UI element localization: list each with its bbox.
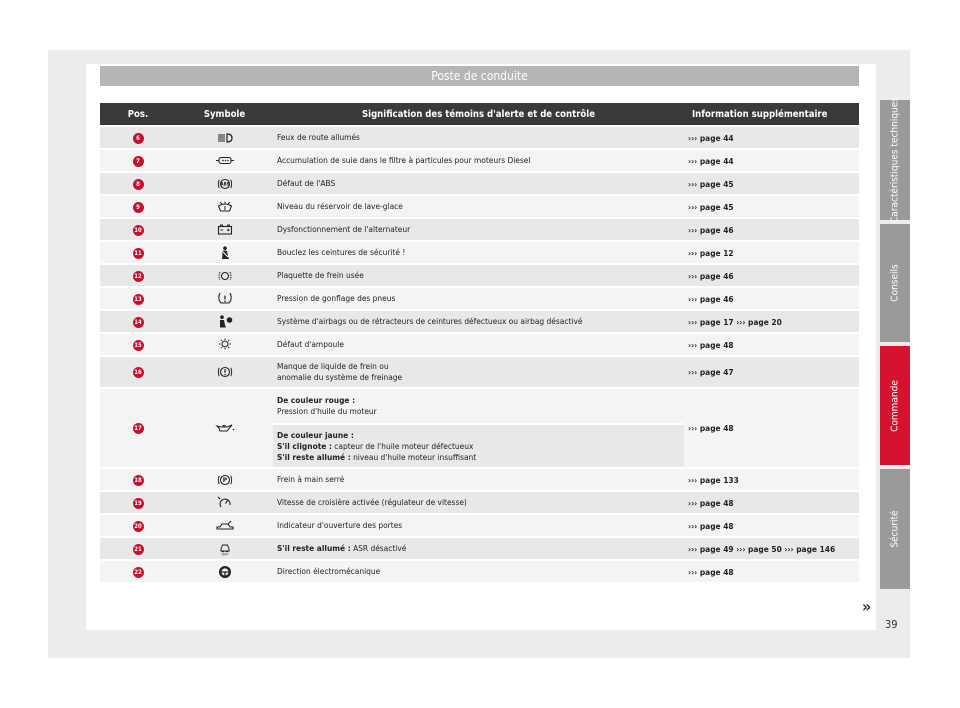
tab-caracteristiques-techniques[interactable] — [880, 97, 910, 223]
page-reference-link[interactable]: ››› page 47 — [684, 357, 859, 387]
position-badge: 6 — [133, 133, 144, 144]
lit-label: S'il reste allumé : — [277, 451, 351, 462]
page-reference-link[interactable]: ››› page 48 — [684, 492, 859, 513]
page-reference-link[interactable]: ››› page 44 — [684, 127, 859, 148]
position-badge: 20 — [134, 522, 142, 530]
position-badge: 10 — [134, 226, 142, 234]
signification-line: anomalie du système de freinage — [277, 372, 403, 382]
position-badge: 16 — [134, 369, 142, 376]
red-color-label: De couleur rouge : — [277, 395, 356, 405]
signification-text: Indicateur d'ouverture des portes — [273, 515, 684, 536]
table-row — [100, 311, 859, 332]
position-badge: 7 — [133, 156, 144, 167]
yellow-color-label: De couleur jaune : — [277, 429, 354, 440]
position-badge: 12 — [134, 272, 142, 280]
position-badge: 9 — [133, 202, 144, 213]
position-badge: 18 — [134, 476, 142, 484]
page-reference-link[interactable]: ››› page 46 — [684, 265, 859, 286]
table-row — [100, 561, 859, 582]
continue-marker: » — [862, 597, 872, 616]
page-reference-link[interactable]: ››› page 49 ››› page 50 ››› page 146 — [684, 538, 859, 559]
signification-text: Plaquette de frein usée — [273, 265, 684, 286]
airbag-icon — [176, 311, 273, 332]
page-reference-link[interactable]: ››› page 46 — [684, 288, 859, 309]
indicator-table — [100, 101, 859, 584]
position-badge: 15 — [134, 341, 142, 349]
seatbelt-icon — [176, 242, 273, 263]
page-reference-link[interactable]: ››› page 133 — [684, 469, 859, 490]
signification-line: ASR désactivé — [353, 543, 407, 553]
tab-conseils[interactable] — [880, 224, 910, 342]
signification-line: capteur de l'huile moteur défectueux — [334, 440, 474, 451]
col-header-info: Information supplémentaire — [684, 103, 859, 125]
signification-line: niveau d'huile moteur insuffisant — [353, 451, 477, 462]
signification-text: Feux de route allumés — [273, 127, 684, 148]
signification-text: Défaut d'ampoule — [273, 334, 684, 355]
table-row — [100, 334, 859, 355]
position-badge: 19 — [134, 499, 142, 507]
tire-pressure-icon — [176, 288, 273, 309]
position-badge: 14 — [134, 318, 142, 326]
oil-can-icon — [176, 389, 273, 467]
col-header-signification: Signification des témoins d'alerte et de contrôle — [273, 103, 684, 125]
signification-text — [273, 389, 684, 423]
position-badge: 17 — [134, 425, 142, 432]
abs-icon — [176, 173, 273, 194]
page-reference-link[interactable]: ››› page 48 — [684, 561, 859, 582]
position-badge: 21 — [134, 545, 142, 553]
asr-off-icon-text: OFF — [221, 552, 228, 556]
tab-commande[interactable] — [880, 346, 910, 465]
tab-label: Caractéristiques techniques — [889, 97, 901, 223]
page-reference-link[interactable]: ››› page 46 — [684, 219, 859, 240]
tab-label: Conseils — [889, 264, 901, 302]
position-badge: 11 — [134, 249, 142, 257]
cruise-control-icon — [176, 492, 273, 513]
parking-brake-icon — [176, 469, 273, 490]
table-row — [100, 357, 859, 387]
steering-icon — [176, 561, 273, 582]
tab-label: Sécurité — [889, 510, 901, 548]
table-row — [100, 150, 859, 171]
table-row — [100, 288, 859, 309]
tab-label: Commande — [889, 379, 901, 432]
position-badge: 13 — [134, 295, 142, 303]
svg-text:ABS: ABS — [219, 181, 230, 187]
signification-text: Bouclez les ceintures de sécurité ! — [273, 242, 684, 263]
signification-text: Frein à main serré — [273, 469, 684, 490]
page-reference-link[interactable]: ››› page 48 — [684, 515, 859, 536]
page-reference-link[interactable]: ››› page 17 ››› page 20 — [684, 311, 859, 332]
particle-filter-icon — [176, 150, 273, 171]
table-row — [100, 196, 859, 217]
table-row — [100, 538, 859, 559]
table-row — [100, 389, 859, 423]
signification-text: Pression de gonflage des pneus — [273, 288, 684, 309]
table-row — [100, 219, 859, 240]
signification-text — [273, 538, 684, 559]
brake-pad-icon — [176, 265, 273, 286]
signification-text: Défaut de l'ABS — [273, 173, 684, 194]
table-row — [100, 515, 859, 536]
tab-securite[interactable] — [880, 469, 910, 589]
signification-text: Système d'airbags ou de rétracteurs de ceintures défectueux ou airbag désactivé — [273, 311, 684, 332]
lit-label: S'il reste allumé : — [277, 543, 351, 553]
page-reference-link[interactable]: ››› page 44 — [684, 150, 859, 171]
page-reference-link[interactable]: ››› page 48 — [684, 389, 859, 467]
table-header-row — [100, 103, 859, 125]
signification-line: Manque de liquide de frein ou — [277, 361, 389, 371]
position-badge: 22 — [134, 568, 142, 576]
table-row — [100, 492, 859, 513]
washer-fluid-icon — [176, 196, 273, 217]
position-badge: 8 — [133, 179, 144, 190]
col-header-pos: Pos. — [100, 103, 176, 125]
page-reference-link[interactable]: ››› page 12 — [684, 242, 859, 263]
signification-text: Accumulation de suie dans le filtre à particules pour moteurs Diesel — [273, 150, 684, 171]
signification-line: Pression d'huile du moteur — [277, 406, 377, 416]
svg-text:P: P — [222, 476, 227, 484]
signification-text: Direction électromécanique — [273, 561, 684, 582]
door-open-icon — [176, 515, 273, 536]
signification-text: Niveau du réservoir de lave-glace — [273, 196, 684, 217]
table-row — [100, 265, 859, 286]
page-reference-link[interactable]: ››› page 45 — [684, 196, 859, 217]
page-number: 39 — [885, 618, 898, 631]
battery-icon — [176, 219, 273, 240]
blink-label: S'il clignote : — [277, 440, 332, 451]
bulb-icon — [176, 334, 273, 355]
page-reference-link[interactable]: ››› page 45 — [684, 173, 859, 194]
brake-fluid-icon — [176, 357, 273, 387]
section-title: Poste de conduite — [100, 66, 859, 86]
asr-off-icon — [176, 538, 273, 559]
signification-text: Vitesse de croisière activée (régulateur de vitesse) — [273, 492, 684, 513]
table-row — [100, 127, 859, 148]
high-beam-icon — [176, 127, 273, 148]
table-row — [100, 469, 859, 490]
table-row — [100, 242, 859, 263]
signification-text: Dysfonctionnement de l'alternateur — [273, 219, 684, 240]
col-header-symbol: Symbole — [176, 103, 273, 125]
signification-text — [273, 357, 684, 387]
signification-text — [273, 425, 684, 467]
table-row — [100, 173, 859, 194]
page-reference-link[interactable]: ››› page 48 — [684, 334, 859, 355]
